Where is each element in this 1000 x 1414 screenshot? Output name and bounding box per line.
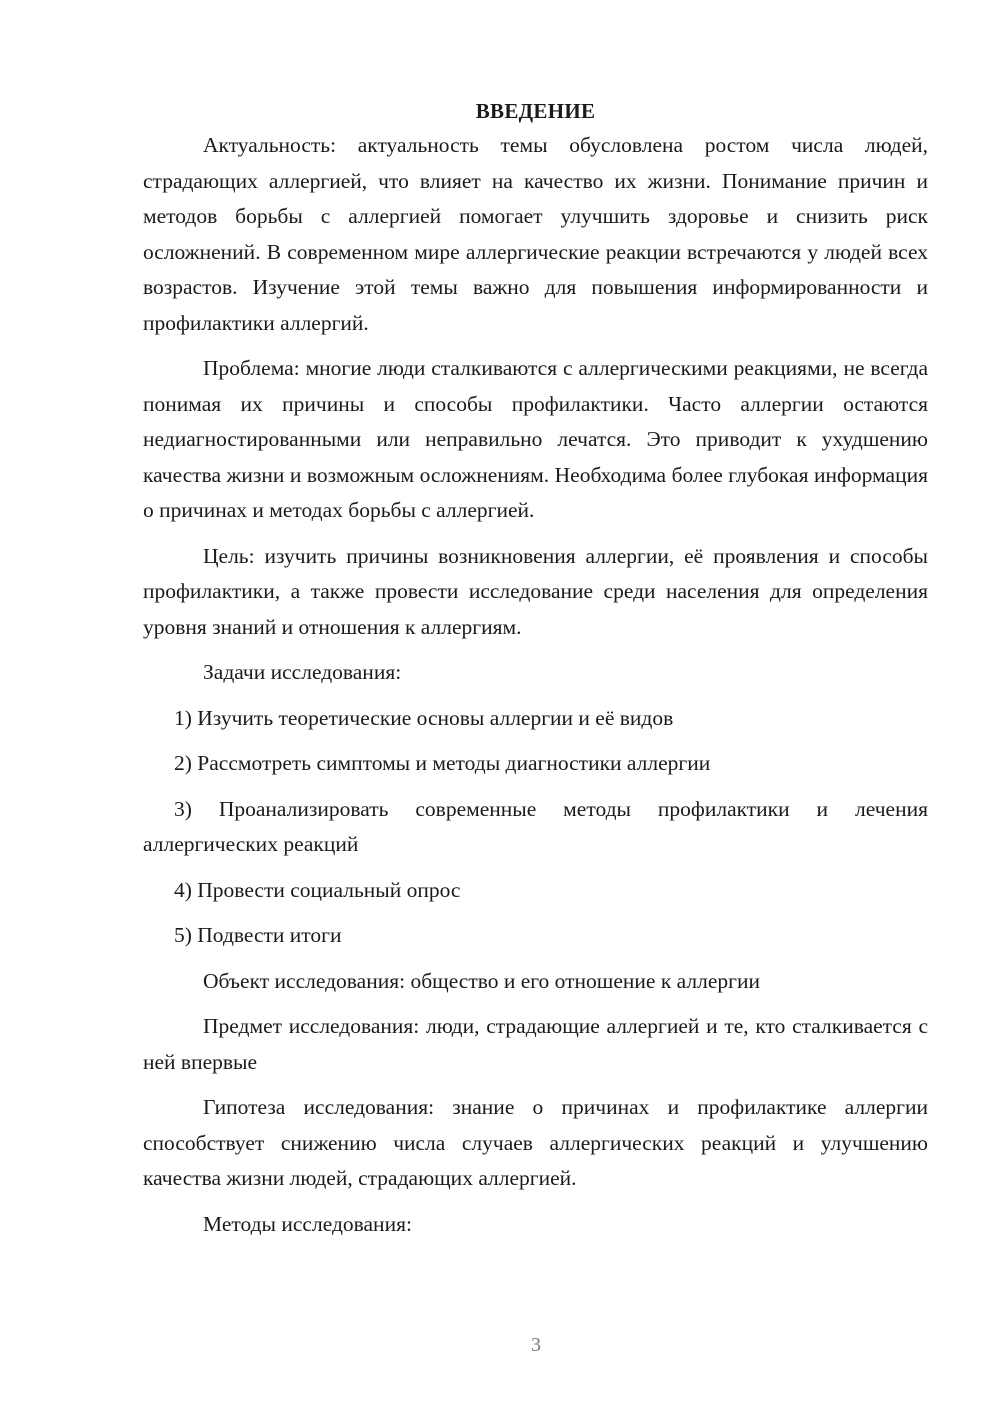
page-number: 3 [531, 1334, 541, 1356]
methods-heading: Методы исследования: [203, 1211, 412, 1236]
tasks-heading: Задачи исследования: [203, 660, 402, 684]
page-content [143, 96, 928, 1252]
object-paragraph: Объект исследования: общество и его отношение к аллергии [203, 968, 760, 993]
list-item: 3) Проанализировать современные методы профилактики и лечения аллергических реакций [143, 796, 928, 856]
page-title: ВВЕДЕНИЕ [475, 99, 596, 123]
list-item: 4) Провести социальный опрос [174, 877, 461, 902]
relevance-paragraph: Актуальность: актуальность темы обусловлена ростом числа людей, страдающих аллергией, что влияет на качество их жизни. Понимание причин и методов борьбы с аллергией помогает улучшить здоровье и снизить риск осложнений. В современном мире аллергические реакции встречаются у людей всех возрастов. Изучение этой темы важно для повышения информированности и профилактики аллергий. [143, 133, 928, 335]
goal-paragraph: Цель: изучить причины возникновения аллергии, её проявления и способы профилактики, а также провести исследование среди населения для определения уровня знаний и отношения к аллергиям. [143, 543, 928, 639]
hypothesis-paragraph: Гипотеза исследования: знание о причинах и профилактике аллергии способствует снижению числа случаев аллергических реакций и улучшению качества жизни людей, страдающих аллергией. [143, 1095, 928, 1190]
subject-paragraph: Предмет исследования: люди, страдающие аллергией и те, кто сталкивается с ней впервые [143, 1014, 928, 1074]
problem-paragraph: Проблема: многие люди сталкиваются с аллергическими реакциями, не всегда понимая их причины и способы профилактики. Часто аллергии остаются недиагностированными или неправильно лечатся. Это приводит к ухудшению качества жизни и возможным осложнениям. Необходима более глубокая информация о причинах и методах борьбы с аллергией. [143, 356, 928, 522]
list-item: 1) Изучить теоретические основы аллергии и её видов [174, 705, 674, 730]
list-item: 2) Рассмотреть симптомы и методы диагностики аллергии [174, 751, 711, 775]
list-item: 5) Подвести итоги [174, 923, 342, 947]
